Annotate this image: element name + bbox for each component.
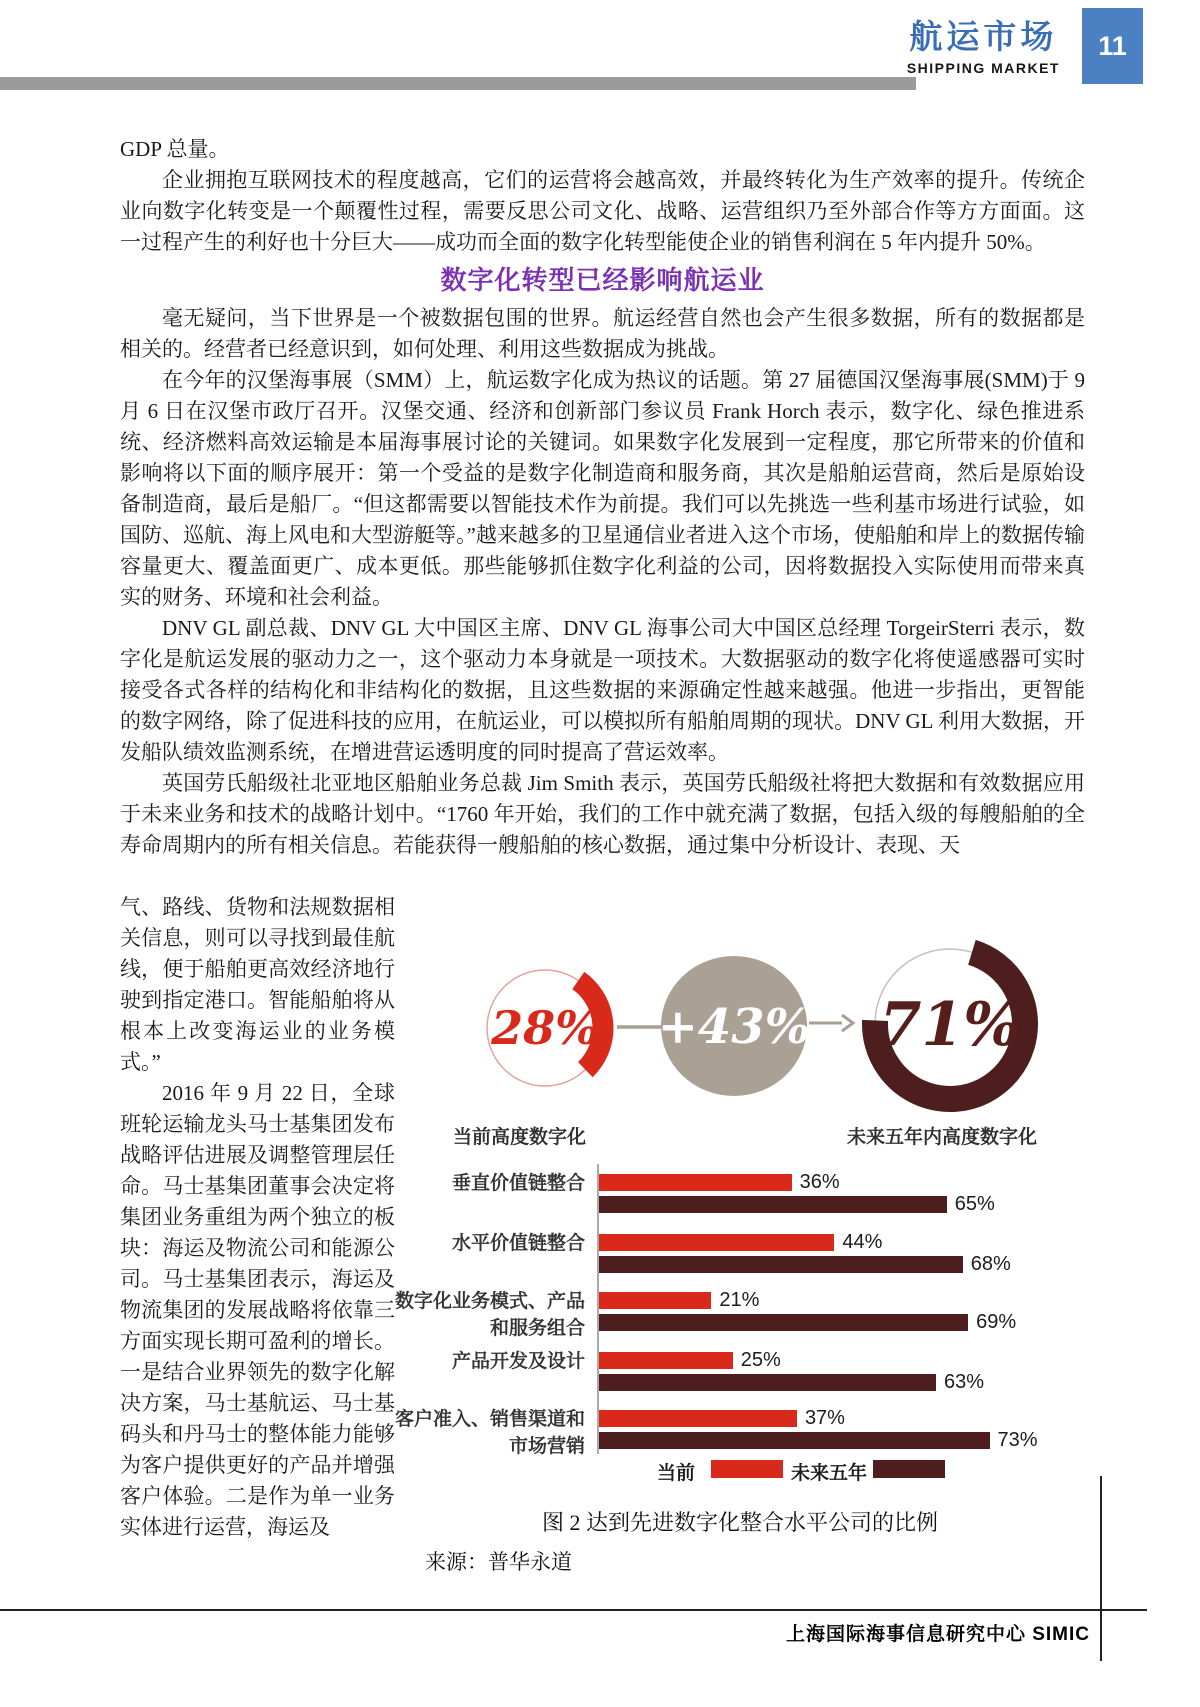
figure-source: 来源：普华永道 [425, 1550, 572, 1574]
footer-side-rule [1100, 1476, 1102, 1661]
section-header [907, 16, 1060, 76]
page-number: 11 [1098, 30, 1127, 61]
bar-value-label: 44% [842, 1231, 883, 1253]
paragraph-smm: 在今年的汉堡海事展（SMM）上，航运数字化成为热议的话题。第 27 届德国汉堡海事展(SMM)于 9 月 6 日在汉堡市政厅召开。汉堡交通、经济和创新部门参议员 Frank Horch 表示，数字化、绿色推进系统、经济燃料高效运输是本届海事展讨论的关键词。如果数字化发展到一定程度，那它所带来的价值和影响将以下面的顺序展开：第一个受益的是数字化制造商和服务商，其次是船舶运营商，然后是原始设备制造商，最后是船厂。“但这都需要以智能技术作为前提。我们可以先挑选一些利基市场进行试验，如国防、巡航、海上风电和大型游艇等。”越来越多的卫星通信业者进入这个市场，使船舶和岸上的数据传输容量更大、覆盖面更广、成本更低。那些能够抓住数字化利益的公司，因将数据投入实际使用而带来真实的财务、环境和社会利益。 [120, 368, 1085, 609]
label-future-digitized: 未来五年内高度数字化 [847, 1127, 1038, 1148]
footer-publisher: 上海国际海事信息研究中心 SIMIC [785, 1624, 1090, 1645]
bar-category-label: 水平价值链整合 [451, 1233, 585, 1254]
paragraph-lloyds-wide: 英国劳氏船级社北亚地区船舶业务总裁 Jim Smith 表示，英国劳氏船级社将把大数据和有效数据应用于未来业务和技术的战略计划中。“1760 年开始，我们的工作中就充满了数据，包括入级的每艘船舶的全寿命周期内的所有相关信息。若能获得一艘船舶的核心数据，通过集中分析设计、表现、天 [120, 771, 1085, 857]
bar-category-label: 产品开发及设计 [451, 1351, 585, 1372]
bar-category-label: 客户准入、销售渠道和市场营销 [395, 1409, 586, 1457]
donut-future-value: 71% [879, 990, 1021, 1060]
footer-rule [0, 1609, 1147, 1611]
legend-future-swatch [873, 1460, 945, 1478]
section-title-cn: 航运市场 [909, 18, 1058, 55]
article-narrow-column [120, 892, 395, 1543]
section-title-en: SHIPPING MARKET [906, 60, 1060, 76]
bar-current [599, 1410, 797, 1427]
legend-current-swatch [711, 1460, 783, 1478]
paragraph-data-world: 毫无疑问，当下世界是一个被数据包围的世界。航运经营自然也会产生很多数据，所有的数据都是相关的。经营者已经意识到，如何处理、利用这些数据成为挑战。 [120, 306, 1085, 361]
bar-value-label: 36% [799, 1171, 840, 1193]
bar-value-label: 68% [970, 1253, 1011, 1275]
header-rule-bar [0, 77, 916, 90]
bar-future [599, 1196, 947, 1213]
figure-caption: 图 2 达到先进数字化整合水平公司的比例 [541, 1510, 938, 1535]
bar-value-label: 73% [997, 1429, 1038, 1451]
bar-future [599, 1256, 963, 1273]
bar-future [599, 1314, 968, 1331]
legend-future-label: 未来五年 [791, 1463, 868, 1484]
paragraph-opening: GDP 总量。 [120, 137, 230, 161]
bar-value-label: 69% [976, 1311, 1017, 1333]
bar-category-label: 数字化业务模式、产品和服务组合 [395, 1291, 586, 1339]
donut-current-value: 28% [491, 1001, 599, 1055]
legend-current-label: 当前 [657, 1463, 696, 1484]
paragraph-maersk: 2016 年 9 月 22 日，全球班轮运输龙头马士基集团发布战略评估进展及调整管理层任命。马士基集团董事会决定将集团业务重组为两个独立的板块：海运及物流公司和能源公司。马士基集团表示，海运及物流集团的发展战略将依靠三方面实现长期可盈利的增长。一是结合业界领先的数字化解决方案，马士基航运、马士基码头和丹马士的整体能力能够为客户提供更好的产品并增强客户体验。二是作为单一业务实体进行运营，海运及 [120, 1081, 395, 1539]
figure-2 [395, 858, 1085, 1638]
bar-value-label: 37% [804, 1407, 845, 1429]
donut-flow-graphic [395, 858, 1085, 1158]
page-number-box [1082, 8, 1143, 84]
label-current-digitized: 当前高度数字化 [453, 1127, 587, 1148]
bar-current [599, 1234, 834, 1251]
section-heading: 数字化转型已经影响航运业 [440, 266, 765, 295]
donut-delta-value: +43% [657, 999, 811, 1055]
bar-chart-legend [395, 1458, 1085, 1482]
bar-current [599, 1174, 792, 1191]
arrow-head-icon [842, 1015, 853, 1031]
paragraph-intro: 企业拥抱互联网技术的程度越高，它们的运营将会越高效，并最终转化为生产效率的提升。传统企业向数字化转变是一个颠覆性过程，需要反思公司文化、战略、运营组织乃至外部合作等方方面面。这一过程产生的利好也十分巨大——成功而全面的数字化转型能使企业的销售利润在 5 年内提升 50%。 [120, 168, 1085, 254]
bar-current [599, 1292, 711, 1309]
paragraph-dnv: DNV GL 副总裁、DNV GL 大中国区主席、DNV GL 海事公司大中国区总经理 TorgeirSterri 表示，数字化是航运发展的驱动力之一，这个驱动力本身就是一项技术。大数据驱动的数字化将使遥感器可实时接受各式各样的结构化和非结构化的数据，且这些数据的来源确定性越来越强。他进一步指出，更智能的数字网络，除了促进科技的应用，在航运业，可以模拟所有船舶周期的现状。DNV GL 利用大数据，开发船队绩效监测系统，在增进营运透明度的同时提高了营运效率。 [120, 616, 1085, 764]
bar-future [599, 1432, 990, 1449]
bar-value-label: 25% [740, 1349, 781, 1371]
bar-category-label: 垂直价值链整合 [451, 1173, 585, 1194]
article-body [120, 134, 1085, 861]
bar-value-label: 63% [944, 1371, 985, 1393]
bar-value-label: 65% [954, 1193, 995, 1215]
bar-value-label: 21% [719, 1289, 760, 1311]
paragraph-lloyds-narrow: 气、路线、货物和法规数据相关信息，则可以寻找到最佳航线，便于船舶更高效经济地行驶到指定港口。智能船舶将从根本上改变海运业的业务模式。” [120, 895, 395, 1074]
bar-current [599, 1352, 733, 1369]
bar-future [599, 1374, 936, 1391]
